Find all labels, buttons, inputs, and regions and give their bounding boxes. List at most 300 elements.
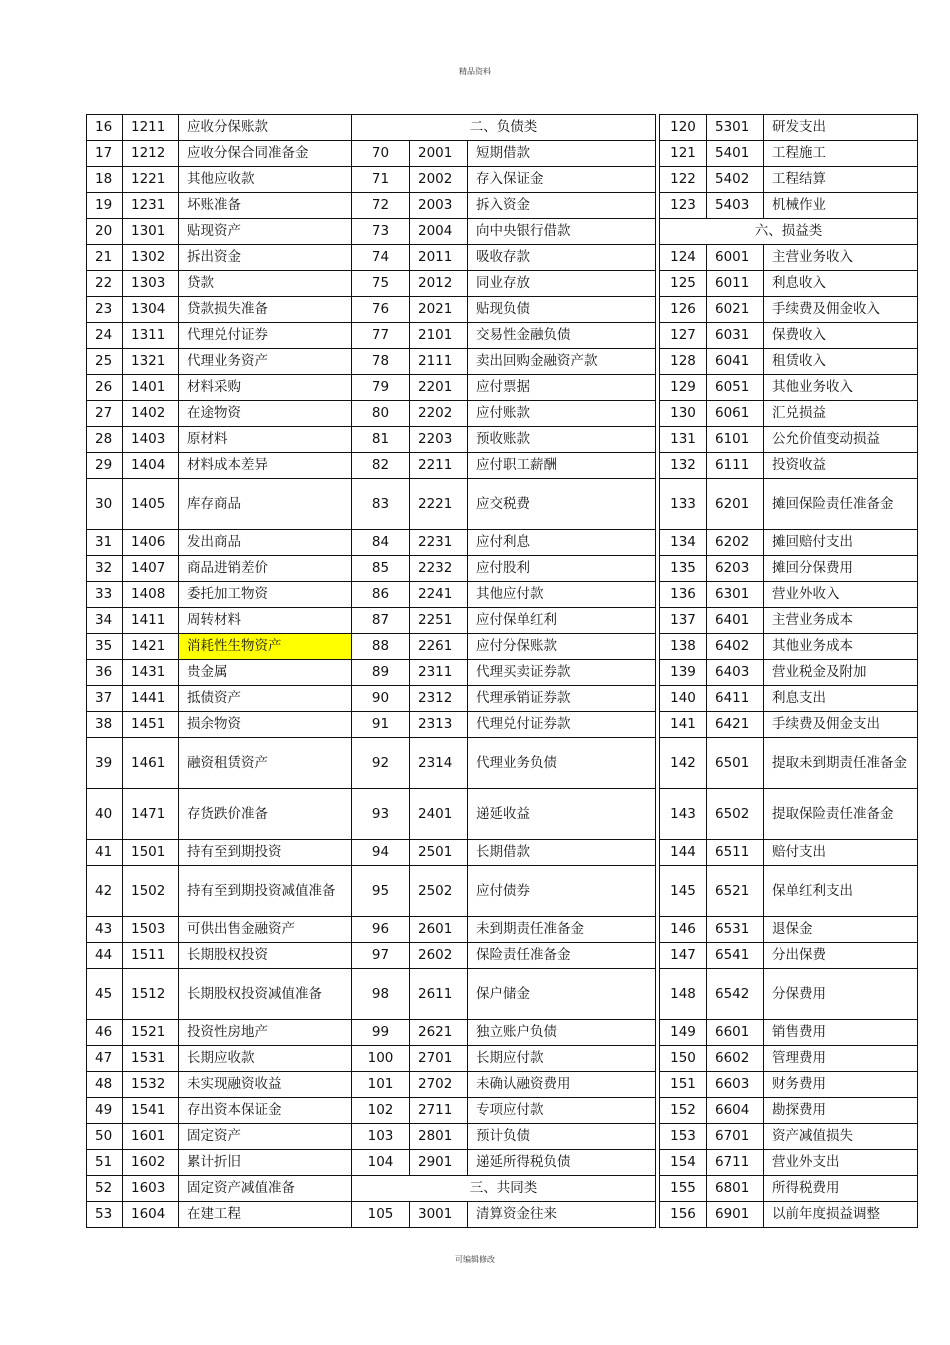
row-index-cell: 24 xyxy=(87,323,123,349)
account-name-cell: 向中央银行借款 xyxy=(468,219,656,245)
table-row xyxy=(87,271,918,297)
account-code-cell: 6201 xyxy=(707,479,764,530)
account-code-cell: 6021 xyxy=(707,297,764,323)
account-code-cell: 2711 xyxy=(410,1098,468,1124)
account-code-cell: 5402 xyxy=(707,167,764,193)
account-name-cell: 以前年度损益调整 xyxy=(764,1202,918,1228)
account-code-cell: 2314 xyxy=(410,738,468,789)
table-row xyxy=(87,738,918,789)
row-index-cell: 38 xyxy=(87,712,123,738)
account-name-cell: 固定资产减值准备 xyxy=(179,1176,352,1202)
account-code-cell: 6111 xyxy=(707,453,764,479)
table-row xyxy=(87,479,918,530)
account-name-cell: 赔付支出 xyxy=(764,840,918,866)
account-code-cell: 5301 xyxy=(707,115,764,141)
account-code-cell: 6203 xyxy=(707,556,764,582)
account-name-cell: 同业存放 xyxy=(468,271,656,297)
row-index-cell: 33 xyxy=(87,582,123,608)
account-name-cell: 材料成本差异 xyxy=(179,453,352,479)
table-row xyxy=(87,556,918,582)
account-name-cell: 长期股权投资减值准备 xyxy=(179,969,352,1020)
account-code-cell: 1604 xyxy=(123,1202,179,1228)
row-index-cell: 77 xyxy=(352,323,410,349)
account-name-cell: 融资租赁资产 xyxy=(179,738,352,789)
row-index-cell: 79 xyxy=(352,375,410,401)
account-table xyxy=(86,114,918,1228)
account-code-cell: 1403 xyxy=(123,427,179,453)
row-index-cell: 122 xyxy=(660,167,707,193)
table-row xyxy=(87,530,918,556)
account-name-cell: 代理业务资产 xyxy=(179,349,352,375)
account-code-cell: 1303 xyxy=(123,271,179,297)
account-name-cell: 贴现负债 xyxy=(468,297,656,323)
account-code-cell: 2232 xyxy=(410,556,468,582)
row-index-cell: 23 xyxy=(87,297,123,323)
row-index-cell: 95 xyxy=(352,866,410,917)
account-code-cell: 6601 xyxy=(707,1020,764,1046)
account-name-cell: 周转材料 xyxy=(179,608,352,634)
row-index-cell: 49 xyxy=(87,1098,123,1124)
account-name-cell: 分出保费 xyxy=(764,943,918,969)
row-index-cell: 129 xyxy=(660,375,707,401)
account-code-cell: 6401 xyxy=(707,608,764,634)
account-name-cell: 代理业务负债 xyxy=(468,738,656,789)
account-name-cell: 投资性房地产 xyxy=(179,1020,352,1046)
row-index-cell: 19 xyxy=(87,193,123,219)
account-code-cell: 2203 xyxy=(410,427,468,453)
account-code-cell: 2231 xyxy=(410,530,468,556)
table-row xyxy=(87,608,918,634)
account-name-cell: 持有至到期投资减值准备 xyxy=(179,866,352,917)
row-index-cell: 16 xyxy=(87,115,123,141)
account-code-cell: 1541 xyxy=(123,1098,179,1124)
account-code-cell: 6402 xyxy=(707,634,764,660)
account-name-cell: 摊回分保费用 xyxy=(764,556,918,582)
row-index-cell: 41 xyxy=(87,840,123,866)
account-code-cell: 1405 xyxy=(123,479,179,530)
account-name-cell: 商品进销差价 xyxy=(179,556,352,582)
row-index-cell: 154 xyxy=(660,1150,707,1176)
account-code-cell: 1404 xyxy=(123,453,179,479)
account-name-cell: 拆入资金 xyxy=(468,193,656,219)
row-index-cell: 104 xyxy=(352,1150,410,1176)
table-row xyxy=(87,789,918,840)
account-name-cell: 长期股权投资 xyxy=(179,943,352,969)
account-code-cell: 1501 xyxy=(123,840,179,866)
account-code-cell: 2313 xyxy=(410,712,468,738)
account-name-cell: 独立账户负债 xyxy=(468,1020,656,1046)
table-row xyxy=(87,943,918,969)
row-index-cell: 103 xyxy=(352,1124,410,1150)
account-name-cell: 未确认融资费用 xyxy=(468,1072,656,1098)
account-code-cell: 2611 xyxy=(410,969,468,1020)
account-code-cell: 2602 xyxy=(410,943,468,969)
account-name-cell: 保单红利支出 xyxy=(764,866,918,917)
row-index-cell: 143 xyxy=(660,789,707,840)
table-row xyxy=(87,840,918,866)
account-name-cell: 保费收入 xyxy=(764,323,918,349)
row-index-cell: 126 xyxy=(660,297,707,323)
table-row xyxy=(87,1072,918,1098)
row-index-cell: 138 xyxy=(660,634,707,660)
table-row xyxy=(87,453,918,479)
account-code-cell: 1602 xyxy=(123,1150,179,1176)
account-name-cell: 工程结算 xyxy=(764,167,918,193)
account-name-cell: 长期借款 xyxy=(468,840,656,866)
account-name-cell: 销售费用 xyxy=(764,1020,918,1046)
account-name-cell: 保户储金 xyxy=(468,969,656,1020)
account-name-cell: 存入保证金 xyxy=(468,167,656,193)
table-row xyxy=(87,141,918,167)
account-code-cell: 6602 xyxy=(707,1046,764,1072)
account-code-cell: 6061 xyxy=(707,401,764,427)
table-row xyxy=(87,1046,918,1072)
row-index-cell: 140 xyxy=(660,686,707,712)
account-code-cell: 6031 xyxy=(707,323,764,349)
row-index-cell: 18 xyxy=(87,167,123,193)
account-name-cell: 退保金 xyxy=(764,917,918,943)
account-code-cell: 1408 xyxy=(123,582,179,608)
row-index-cell: 120 xyxy=(660,115,707,141)
row-index-cell: 92 xyxy=(352,738,410,789)
account-code-cell: 2012 xyxy=(410,271,468,297)
account-name-cell: 租赁收入 xyxy=(764,349,918,375)
account-name-cell: 在途物资 xyxy=(179,401,352,427)
row-index-cell: 22 xyxy=(87,271,123,297)
account-code-cell: 6041 xyxy=(707,349,764,375)
table-row xyxy=(87,375,918,401)
account-code-cell: 6711 xyxy=(707,1150,764,1176)
account-name-cell: 可供出售金融资产 xyxy=(179,917,352,943)
account-code-cell: 2801 xyxy=(410,1124,468,1150)
row-index-cell: 123 xyxy=(660,193,707,219)
table-row xyxy=(87,349,918,375)
table-row xyxy=(87,297,918,323)
account-name-cell: 主营业务成本 xyxy=(764,608,918,634)
row-index-cell: 151 xyxy=(660,1072,707,1098)
account-code-cell: 3001 xyxy=(410,1202,468,1228)
row-index-cell: 86 xyxy=(352,582,410,608)
account-name-cell: 应付分保账款 xyxy=(468,634,656,660)
account-name-cell: 其他应付款 xyxy=(468,582,656,608)
page-header: 精品资料 xyxy=(459,67,491,76)
account-name-cell: 主营业务收入 xyxy=(764,245,918,271)
section-heading-cell: 六、损益类 xyxy=(660,219,918,245)
account-name-cell: 代理承销证券款 xyxy=(468,686,656,712)
row-index-cell: 89 xyxy=(352,660,410,686)
table-row xyxy=(87,167,918,193)
account-code-cell: 6301 xyxy=(707,582,764,608)
row-index-cell: 144 xyxy=(660,840,707,866)
account-name-cell: 其他业务收入 xyxy=(764,375,918,401)
table-row xyxy=(87,427,918,453)
row-index-cell: 142 xyxy=(660,738,707,789)
account-name-cell: 累计折旧 xyxy=(179,1150,352,1176)
account-code-cell: 5403 xyxy=(707,193,764,219)
account-name-cell: 资产减值损失 xyxy=(764,1124,918,1150)
account-name-cell: 机械作业 xyxy=(764,193,918,219)
account-name-cell: 短期借款 xyxy=(468,141,656,167)
row-index-cell: 101 xyxy=(352,1072,410,1098)
row-index-cell: 127 xyxy=(660,323,707,349)
account-name-cell: 利息收入 xyxy=(764,271,918,297)
account-name-cell: 拆出资金 xyxy=(179,245,352,271)
account-name-cell: 公允价值变动损益 xyxy=(764,427,918,453)
row-index-cell: 99 xyxy=(352,1020,410,1046)
account-code-cell: 6541 xyxy=(707,943,764,969)
table-row xyxy=(87,193,918,219)
account-code-cell: 2601 xyxy=(410,917,468,943)
account-name-cell: 代理兑付证券 xyxy=(179,323,352,349)
row-index-cell: 82 xyxy=(352,453,410,479)
account-code-cell: 1441 xyxy=(123,686,179,712)
row-index-cell: 70 xyxy=(352,141,410,167)
row-index-cell: 72 xyxy=(352,193,410,219)
row-index-cell: 152 xyxy=(660,1098,707,1124)
account-code-cell: 6101 xyxy=(707,427,764,453)
account-code-cell: 1221 xyxy=(123,167,179,193)
row-index-cell: 20 xyxy=(87,219,123,245)
row-index-cell: 88 xyxy=(352,634,410,660)
row-index-cell: 87 xyxy=(352,608,410,634)
section-heading-cell: 二、负债类 xyxy=(352,115,656,141)
account-code-cell: 2202 xyxy=(410,401,468,427)
table-row xyxy=(87,245,918,271)
account-code-cell: 6403 xyxy=(707,660,764,686)
account-name-cell: 委托加工物资 xyxy=(179,582,352,608)
account-name-cell: 贴现资产 xyxy=(179,219,352,245)
account-name-cell: 利息支出 xyxy=(764,686,918,712)
row-index-cell: 134 xyxy=(660,530,707,556)
account-code-cell: 2004 xyxy=(410,219,468,245)
account-code-cell: 2001 xyxy=(410,141,468,167)
account-name-cell: 贵金属 xyxy=(179,660,352,686)
account-name-cell: 提取未到期责任准备金 xyxy=(764,738,918,789)
account-name-cell: 长期应付款 xyxy=(468,1046,656,1072)
account-code-cell: 1311 xyxy=(123,323,179,349)
account-name-cell: 所得税费用 xyxy=(764,1176,918,1202)
account-code-cell: 2621 xyxy=(410,1020,468,1046)
row-index-cell: 136 xyxy=(660,582,707,608)
account-code-cell: 6701 xyxy=(707,1124,764,1150)
row-index-cell: 73 xyxy=(352,219,410,245)
row-index-cell: 84 xyxy=(352,530,410,556)
account-name-cell: 贷款 xyxy=(179,271,352,297)
account-code-cell: 1411 xyxy=(123,608,179,634)
account-name-cell: 应付股利 xyxy=(468,556,656,582)
table-row xyxy=(87,1098,918,1124)
table-row xyxy=(87,1124,918,1150)
row-index-cell: 121 xyxy=(660,141,707,167)
account-name-cell: 递延收益 xyxy=(468,789,656,840)
row-index-cell: 43 xyxy=(87,917,123,943)
account-name-cell: 在建工程 xyxy=(179,1202,352,1228)
account-code-cell: 1601 xyxy=(123,1124,179,1150)
row-index-cell: 146 xyxy=(660,917,707,943)
table-row xyxy=(87,219,918,245)
row-index-cell: 137 xyxy=(660,608,707,634)
account-name-cell: 应付职工薪酬 xyxy=(468,453,656,479)
account-name-cell: 吸收存款 xyxy=(468,245,656,271)
row-index-cell: 155 xyxy=(660,1176,707,1202)
account-name-cell: 其他业务成本 xyxy=(764,634,918,660)
account-code-cell: 6511 xyxy=(707,840,764,866)
account-name-cell: 应付票据 xyxy=(468,375,656,401)
account-name-cell: 代理买卖证券款 xyxy=(468,660,656,686)
account-name-cell: 交易性金融负债 xyxy=(468,323,656,349)
account-code-cell: 1532 xyxy=(123,1072,179,1098)
account-code-cell: 6411 xyxy=(707,686,764,712)
account-code-cell: 1402 xyxy=(123,401,179,427)
account-name-cell: 提取保险责任准备金 xyxy=(764,789,918,840)
account-name-cell: 抵债资产 xyxy=(179,686,352,712)
account-code-cell: 1512 xyxy=(123,969,179,1020)
account-code-cell: 6011 xyxy=(707,271,764,297)
account-code-cell: 2501 xyxy=(410,840,468,866)
row-index-cell: 46 xyxy=(87,1020,123,1046)
row-index-cell: 149 xyxy=(660,1020,707,1046)
account-code-cell: 6001 xyxy=(707,245,764,271)
row-index-cell: 45 xyxy=(87,969,123,1020)
account-name-cell: 专项应付款 xyxy=(468,1098,656,1124)
row-index-cell: 80 xyxy=(352,401,410,427)
account-code-cell: 1603 xyxy=(123,1176,179,1202)
row-index-cell: 93 xyxy=(352,789,410,840)
account-code-cell: 1471 xyxy=(123,789,179,840)
account-code-cell: 1421 xyxy=(123,634,179,660)
account-name-cell: 手续费及佣金收入 xyxy=(764,297,918,323)
table-row xyxy=(87,712,918,738)
account-name-cell: 代理兑付证券款 xyxy=(468,712,656,738)
account-code-cell: 1431 xyxy=(123,660,179,686)
account-name-cell: 应收分保合同准备金 xyxy=(179,141,352,167)
account-name-cell: 应收分保账款 xyxy=(179,115,352,141)
table-row xyxy=(87,634,918,660)
account-name-cell: 长期应收款 xyxy=(179,1046,352,1072)
row-index-cell: 98 xyxy=(352,969,410,1020)
account-code-cell: 6501 xyxy=(707,738,764,789)
table-row xyxy=(87,969,918,1020)
account-name-cell: 营业税金及附加 xyxy=(764,660,918,686)
account-code-cell: 6421 xyxy=(707,712,764,738)
row-index-cell: 135 xyxy=(660,556,707,582)
account-name-cell: 应付账款 xyxy=(468,401,656,427)
account-name-cell: 递延所得税负债 xyxy=(468,1150,656,1176)
account-name-cell: 应交税费 xyxy=(468,479,656,530)
row-index-cell: 91 xyxy=(352,712,410,738)
row-index-cell: 52 xyxy=(87,1176,123,1202)
account-name-cell: 卖出回购金融资产款 xyxy=(468,349,656,375)
account-name-cell: 保险责任准备金 xyxy=(468,943,656,969)
account-code-cell: 6604 xyxy=(707,1098,764,1124)
row-index-cell: 81 xyxy=(352,427,410,453)
account-code-cell: 2003 xyxy=(410,193,468,219)
account-name-cell: 原材料 xyxy=(179,427,352,453)
account-code-cell: 1211 xyxy=(123,115,179,141)
account-name-cell: 摊回赔付支出 xyxy=(764,530,918,556)
account-name-cell: 财务费用 xyxy=(764,1072,918,1098)
table-row xyxy=(87,115,918,141)
account-code-cell: 2002 xyxy=(410,167,468,193)
account-name-cell: 消耗性生物资产 xyxy=(179,634,352,660)
account-code-cell: 1302 xyxy=(123,245,179,271)
account-code-cell: 2401 xyxy=(410,789,468,840)
account-name-cell: 贷款损失准备 xyxy=(179,297,352,323)
row-index-cell: 78 xyxy=(352,349,410,375)
table-row xyxy=(87,582,918,608)
row-index-cell: 100 xyxy=(352,1046,410,1072)
account-code-cell: 1304 xyxy=(123,297,179,323)
table-row xyxy=(87,323,918,349)
account-table-body xyxy=(87,115,918,1228)
row-index-cell: 133 xyxy=(660,479,707,530)
account-name-cell: 分保费用 xyxy=(764,969,918,1020)
row-index-cell: 32 xyxy=(87,556,123,582)
table-row xyxy=(87,917,918,943)
account-name-cell: 研发支出 xyxy=(764,115,918,141)
account-code-cell: 2021 xyxy=(410,297,468,323)
account-code-cell: 2702 xyxy=(410,1072,468,1098)
table-row xyxy=(87,1176,918,1202)
account-code-cell: 6051 xyxy=(707,375,764,401)
row-index-cell: 39 xyxy=(87,738,123,789)
row-index-cell: 35 xyxy=(87,634,123,660)
account-code-cell: 6502 xyxy=(707,789,764,840)
account-name-cell: 持有至到期投资 xyxy=(179,840,352,866)
account-name-cell: 未实现融资收益 xyxy=(179,1072,352,1098)
account-code-cell: 2211 xyxy=(410,453,468,479)
row-index-cell: 102 xyxy=(352,1098,410,1124)
row-index-cell: 97 xyxy=(352,943,410,969)
account-code-cell: 1407 xyxy=(123,556,179,582)
row-index-cell: 94 xyxy=(352,840,410,866)
account-name-cell: 营业外收入 xyxy=(764,582,918,608)
account-code-cell: 2261 xyxy=(410,634,468,660)
row-index-cell: 44 xyxy=(87,943,123,969)
row-index-cell: 96 xyxy=(352,917,410,943)
account-name-cell: 摊回保险责任准备金 xyxy=(764,479,918,530)
account-code-cell: 1511 xyxy=(123,943,179,969)
account-code-cell: 6801 xyxy=(707,1176,764,1202)
account-name-cell: 库存商品 xyxy=(179,479,352,530)
account-code-cell: 2311 xyxy=(410,660,468,686)
account-name-cell: 应付保单红利 xyxy=(468,608,656,634)
account-name-cell: 营业外支出 xyxy=(764,1150,918,1176)
row-index-cell: 76 xyxy=(352,297,410,323)
table-row xyxy=(87,686,918,712)
account-name-cell: 应付债券 xyxy=(468,866,656,917)
account-name-cell: 手续费及佣金支出 xyxy=(764,712,918,738)
row-index-cell: 25 xyxy=(87,349,123,375)
row-index-cell: 131 xyxy=(660,427,707,453)
account-code-cell: 1531 xyxy=(123,1046,179,1072)
row-index-cell: 48 xyxy=(87,1072,123,1098)
account-name-cell: 勘探费用 xyxy=(764,1098,918,1124)
row-index-cell: 36 xyxy=(87,660,123,686)
row-index-cell: 75 xyxy=(352,271,410,297)
row-index-cell: 147 xyxy=(660,943,707,969)
row-index-cell: 85 xyxy=(352,556,410,582)
row-index-cell: 34 xyxy=(87,608,123,634)
row-index-cell: 130 xyxy=(660,401,707,427)
account-code-cell: 6521 xyxy=(707,866,764,917)
account-name-cell: 预收账款 xyxy=(468,427,656,453)
row-index-cell: 31 xyxy=(87,530,123,556)
row-index-cell: 145 xyxy=(660,866,707,917)
account-name-cell: 存出资本保证金 xyxy=(179,1098,352,1124)
row-index-cell: 139 xyxy=(660,660,707,686)
account-name-cell: 工程施工 xyxy=(764,141,918,167)
